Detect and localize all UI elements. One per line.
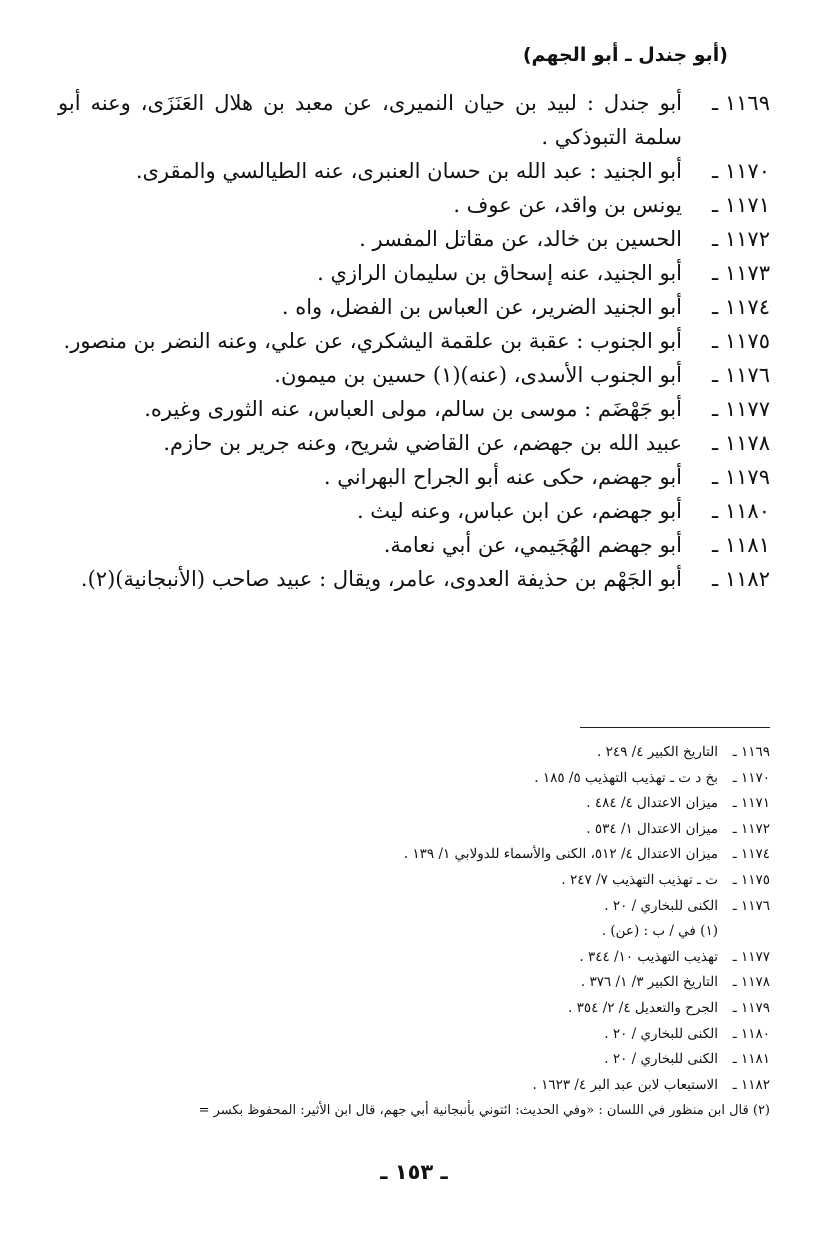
note-number: ١١٦٩ ـ — [732, 744, 770, 760]
footnote-2: (٢) قال ابن منظور في اللسان : «وفي الحديث: ائتوني بأنبجانية أبي جهم، قال ابن الأثير: المحفوظ بكسر = — [198, 1103, 770, 1119]
entry-number: ١١٧٢ ـ — [712, 227, 770, 251]
entry-number: ١١٧٤ ـ — [712, 295, 770, 319]
note-1177 — [58, 945, 770, 971]
note-number: ١١٨١ ـ — [732, 1051, 770, 1068]
entry-number: ١١٨١ ـ — [712, 533, 770, 557]
note-1175 — [58, 868, 770, 894]
entry-text: أبو الجنيد، عنه إسحاق بن سليمان الرازي . — [317, 261, 682, 285]
entry-number: ١١٧٧ ـ — [712, 397, 770, 421]
note-text: الكنى للبخاري / ٢٠ . — [604, 897, 718, 914]
entry-1181 — [58, 528, 770, 562]
entry-1177 — [58, 392, 770, 426]
note-1174 — [58, 842, 770, 868]
footnote-separator — [580, 727, 770, 728]
entry-1172 — [58, 222, 770, 256]
note-text: بخ د ت ـ تهذيب التهذيب ٥/ ١٨٥ . — [534, 769, 718, 786]
note-1172 — [58, 817, 770, 843]
note-1179 — [58, 996, 770, 1022]
note-text: ميزان الاعتدال ٤/ ٥١٢، الكنى والأسماء للدولابي ١/ ١٣٩ . — [403, 846, 718, 863]
entry-1174 — [58, 290, 770, 324]
entry-1180 — [58, 494, 770, 528]
note-number: ١١٧٤ ـ — [732, 846, 770, 863]
note-text: ت ـ تهذيب التهذيب ٧/ ٢٤٧ . — [561, 871, 718, 888]
entry-number: ١١٧٠ ـ — [712, 159, 770, 183]
entry-number: ١١٨٠ ـ — [712, 499, 770, 523]
entry-text: أبو الجنوب : عقبة بن علقمة اليشكري، عن علي، وعنه النضر بن منصور. — [63, 329, 682, 353]
footnotes — [58, 740, 770, 1124]
note-1170 — [58, 766, 770, 792]
entries-list — [58, 86, 770, 596]
entry-number: ١١٦٩ ـ — [712, 91, 770, 115]
entry-1173 — [58, 256, 770, 290]
note-number: ١١٨٢ ـ — [732, 1076, 770, 1093]
entry-number: ١١٧٦ ـ — [712, 363, 770, 387]
entry-number: ١١٧٨ ـ — [712, 431, 770, 455]
entry-text: أبو الجنيد : عبد الله بن حسان العنبرى، عنه الطيالسي والمقرى. — [135, 159, 682, 183]
note-number: ١١٧٧ ـ — [732, 948, 770, 965]
entry-1171 — [58, 188, 770, 222]
entry-1182 — [58, 562, 770, 596]
entry-text: أبو الجَهْم بن حذيفة العدوى، عامر، ويقال : عبيد صاحب (الأنبجانية)(٢). — [80, 567, 682, 591]
entry-number: ١١٧٩ ـ — [712, 465, 770, 489]
note-number: ١١٧٩ ـ — [732, 999, 770, 1016]
entry-text: أبو جهضم الهُجَيمي، عن أبي نعامة. — [383, 533, 682, 557]
note-number: ١١٧٠ ـ — [732, 769, 770, 786]
note-1176 — [58, 894, 770, 920]
note-text: التاريخ الكبير ٤/ ٢٤٩ . — [596, 744, 718, 760]
note-text: تهذيب التهذيب ١٠/ ٣٤٤ . — [579, 948, 718, 965]
note-text: الكنى للبخاري / ٢٠ . — [604, 1025, 718, 1042]
entry-1178 — [58, 426, 770, 460]
page-number: ـ ١٥٣ ـ — [380, 1160, 448, 1184]
entry-text: عبيد الله بن جهضم، عن القاضي شريح، وعنه جرير بن حازم. — [163, 431, 682, 455]
note-1178 — [58, 970, 770, 996]
entry-text: أبو الجنوب الأسدى، (عنه)(١) حسين بن ميمون. — [274, 363, 682, 387]
entry-text: أبو جَهْضَم : موسى بن سالم، مولى العباس، عنه الثورى وغيره. — [144, 397, 682, 421]
entry-text: يونس بن واقد، عن عوف . — [453, 193, 682, 217]
note-number: ١١٧١ ـ — [732, 795, 770, 812]
footnote-1: (١) في / ب : (عن) . — [601, 923, 718, 940]
running-header: (أبو جندل ـ أبو الجهم) — [522, 44, 728, 66]
entry-text: أبو جهضم، حكى عنه أبو الجراح البهراني . — [323, 465, 682, 489]
note-1182 — [58, 1073, 770, 1099]
note-text: الجرح والتعديل ٤/ ٢/ ٣٥٤ . — [568, 999, 718, 1016]
entry-1175 — [58, 324, 770, 358]
entry-text: أبو جندل : لبيد بن حيان النميرى، عن معبد بن هلال العَنَزَى، وعنه أبو سلمة التبوذكي . — [58, 91, 682, 149]
note-number: ١١٧٢ ـ — [732, 820, 770, 837]
note-text: ميزان الاعتدال ١/ ٥٣٤ . — [586, 820, 718, 837]
note-number: ١١٨٠ ـ — [732, 1025, 770, 1042]
note-text: الاستيعاب لابن عبد البر ٤/ ١٦٢٣ . — [532, 1076, 718, 1093]
note-text: التاريخ الكبير ٣/ ١/ ٣٧٦ . — [580, 974, 718, 991]
entry-1170 — [58, 154, 770, 188]
entry-text: أبو الجنيد الضرير، عن العباس بن الفضل، واه . — [281, 295, 682, 319]
entry-1176 — [58, 358, 770, 392]
note-1181 — [58, 1047, 770, 1073]
entry-number: ١١٧١ ـ — [712, 193, 770, 217]
note-number: ١١٧٥ ـ — [732, 871, 770, 888]
entry-1179 — [58, 460, 770, 494]
note-number: ١١٧٦ ـ — [732, 897, 770, 914]
note-number: ١١٧٨ ـ — [732, 974, 770, 991]
entry-number: ١١٧٣ ـ — [712, 261, 770, 285]
entry-text: أبو جهضم، عن ابن عباس، وعنه ليث . — [356, 499, 682, 523]
entry-number: ١١٧٥ ـ — [712, 329, 770, 353]
entry-number: ١١٨٢ ـ — [712, 567, 770, 591]
note-text: ميزان الاعتدال ٤/ ٤٨٤ . — [586, 795, 718, 812]
entry-text: الحسين بن خالد، عن مقاتل المفسر . — [359, 227, 682, 251]
note-1171 — [58, 791, 770, 817]
entry-1169 — [58, 86, 770, 154]
note-1180 — [58, 1022, 770, 1048]
note-1169 — [58, 740, 770, 766]
note-text: الكنى للبخاري / ٢٠ . — [604, 1051, 718, 1068]
